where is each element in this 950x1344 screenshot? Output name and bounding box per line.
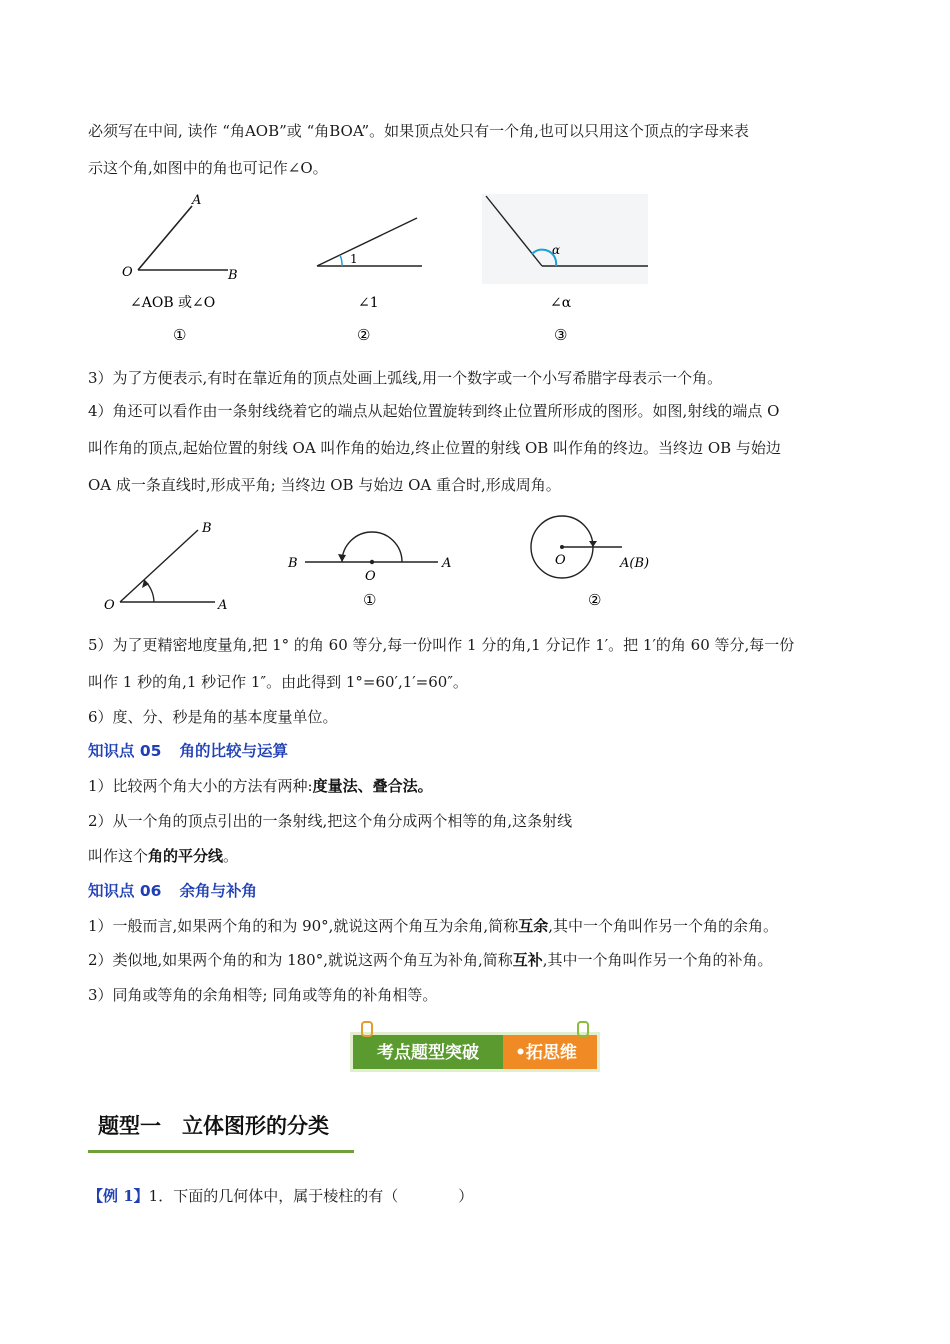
angle-figure-2 [100,512,660,622]
label-b: B [288,556,298,571]
rotation-angle-diagram [104,521,227,613]
example-tag: 【例 1】 [88,1187,149,1205]
angle-1-diagram [317,218,422,344]
angle-figure-1 [110,188,670,348]
s06-point-2 [88,949,773,970]
bold-text: 角的平分线 [148,847,224,865]
point-6: 6）度、分、秒是角的基本度量单位。 [88,708,338,726]
figure-number-2: ② [588,591,602,609]
label-b: B [228,268,238,283]
bold-text: 度量法、叠合法。 [312,777,433,795]
caption-angle-alpha: ∠α [550,295,572,311]
point-5-line-1: 5）为了更精密地度量角,把 1° 的角 60 等分,每一份叫作 1 分的角,1 分记作 1′。把 1′的角 60 等分,每一份 [88,636,795,654]
point-3: 3）为了方便表示,有时在靠近角的顶点处画上弧线,用一个数字或一个小写希腊字母表示一个角。 [88,369,723,387]
intro-line-2: 示这个角,如图中的角也可记作∠O。 [88,159,328,177]
round-angle-diagram [531,516,649,609]
section-number: 知识点 06 [88,882,162,900]
straight-angle-diagram [287,532,451,609]
label-b: B [202,521,212,536]
title-underline [88,1150,354,1153]
label-o: O [104,598,115,613]
label-o: O [122,265,133,280]
text: ,其中一个角叫作另一个角的补角。 [542,951,773,969]
angle-aob-diagram [122,193,238,344]
section-heading-06 [88,879,257,901]
bold-text: 互余 [518,917,549,935]
point-4-line-2: 叫作角的顶点,起始位置的射线 OA 叫作角的始边,终止位置的射线 OB 叫作角的终边。当终边 OB 与始边 [88,439,781,457]
s06-point-1 [88,915,778,936]
figure-number-2: ② [357,326,371,344]
figure-number-3: ③ [554,326,568,344]
label-o: O [365,569,376,584]
example-text: 1．下面的几何体中，属于棱柱的有（ ） [148,1187,474,1205]
bold-text: 互补 [512,951,543,969]
angle-mark-1: 1 [350,252,358,266]
label-a: A [442,556,452,571]
angle-mark-alpha: α [552,243,561,257]
section-title: 角的比较与运算 [179,742,288,760]
section-heading-05 [88,739,288,761]
point-5-line-2: 叫作 1 秒的角,1 秒记作 1″。由此得到 1°=60′,1′=60″。 [88,673,468,691]
text: 1）一般而言,如果两个角的和为 90°,就说这两个角互为余角,简称 [88,917,519,935]
s05-point-2-line-1: 2）从一个角的顶点引出的一条射线,把这个角分成两个相等的角,这条射线 [88,812,573,830]
label-o: O [555,553,566,568]
text: ,其中一个角叫作另一个角的余角。 [548,917,779,935]
text: 2）类似地,如果两个角的和为 180°,就说这两个角互为补角,简称 [88,951,513,969]
point-4-line-1: 4）角还可以看作由一条射线绕着它的端点从起始位置旋转到终止位置所形成的图形。如图,射线的端点 O [88,402,780,420]
label-a: A [218,598,228,613]
example-1 [88,1185,473,1206]
point-4-line-3: OA 成一条直线时,形成平角; 当终边 OB 与始边 OA 重合时,形成周角。 [88,476,561,494]
label-a-b: A(B) [620,556,650,571]
figure-number-1: ① [173,326,187,344]
caption-angle-1: ∠1 [358,295,379,311]
text: 叫作这个 [88,847,149,865]
s06-point-3: 3）同角或等角的余角相等; 同角或等角的补角相等。 [88,986,438,1004]
angle-alpha-diagram [482,194,648,344]
label-a: A [192,193,202,208]
s05-point-1 [88,775,433,796]
question-type-title: 题型一 立体图形的分类 [98,1114,329,1138]
figure-number-1: ① [363,591,377,609]
caption-angle-aob: ∠AOB 或∠O [130,295,216,311]
intro-line-1: 必须写在中间, 读作 “角AOB”或 “角BOA”。如果顶点处只有一个角,也可以只用这个顶点的字母来表 [88,122,749,140]
banner-right-text: •拓思维 [515,1043,577,1063]
text: 。 [223,847,239,865]
section-number: 知识点 05 [88,742,162,760]
section-banner [350,1020,600,1074]
banner-left-text: 考点题型突破 [377,1043,479,1063]
section-title: 余角与补角 [179,882,257,900]
text: 1）比较两个角大小的方法有两种: [88,777,313,795]
s05-point-2-line-2 [88,845,238,866]
